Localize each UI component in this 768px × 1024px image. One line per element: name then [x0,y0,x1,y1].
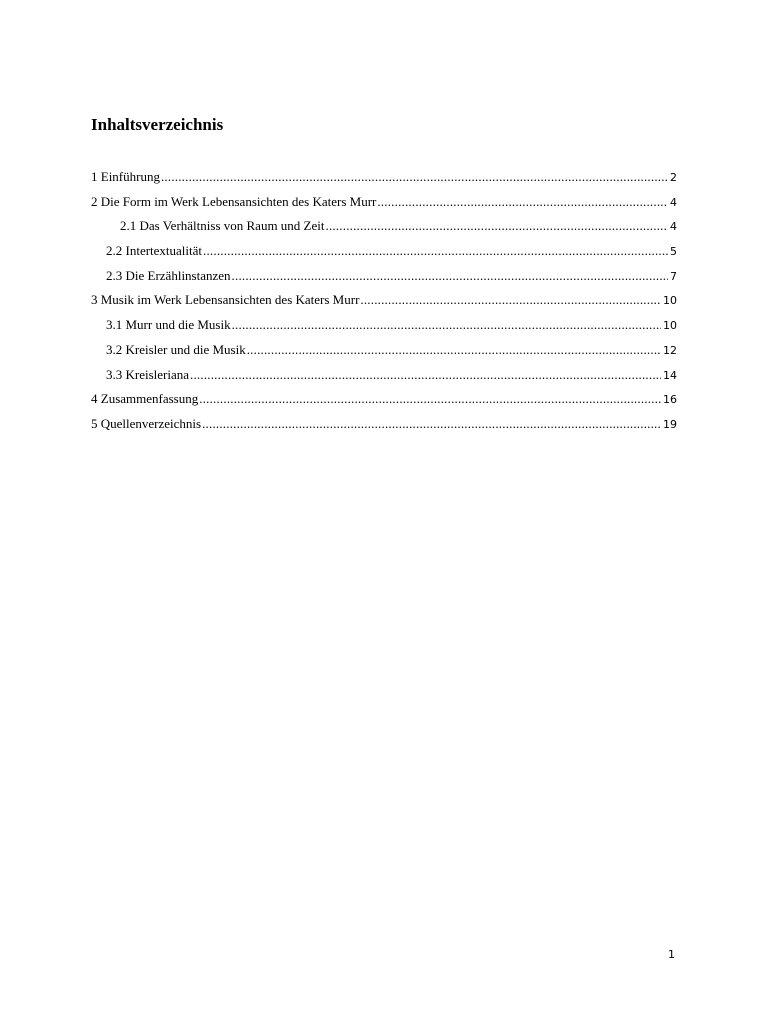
toc-entry[interactable] [91,339,677,364]
toc-dot-leader [203,240,668,262]
toc-dot-leader [326,215,669,237]
toc-entry-title: 2.3 Die Erzählinstanzen [106,267,231,283]
toc-entry-page: 7 [670,269,677,283]
toc-dot-leader [377,191,668,213]
toc-entry-page: 19 [663,417,677,431]
page-number: 1 [668,948,675,961]
toc-entry-title: 3.3 Kreisleriana [106,366,190,382]
toc-heading: Inhaltsverzeichnis [91,115,224,134]
toc-entry-page: 16 [663,393,677,407]
toc-entry[interactable] [91,289,677,314]
toc-entry-title: 1 Einführung [91,169,160,184]
toc-entry-page: 5 [670,245,677,259]
toc-entry[interactable] [91,215,677,240]
toc-entry-page: 2 [670,171,677,184]
toc-entry-title: 2 Die Form im Werk Lebensansichten des Katers Murr [91,193,377,209]
toc-entry-page: 12 [663,343,677,357]
toc-entry-title: 3 Musik im Werk Lebensansichten des Katers Murr [91,292,360,308]
toc-entry-page: 10 [663,319,677,333]
toc-entry-title: 3.1 Murr und die Musik [106,317,231,333]
toc-entry-page: 14 [663,368,677,382]
toc-dot-leader [247,339,661,361]
toc-entry-page: 4 [670,220,677,234]
toc-dot-leader [232,265,668,287]
toc-entry[interactable] [91,388,677,413]
toc-entry-title: 5 Quellenverzeichnis [91,415,202,431]
toc-entry-page: 10 [663,294,677,308]
toc-entry[interactable] [91,166,677,191]
toc-entry-title: 4 Zusammenfassung [91,391,199,407]
toc-entry-page: 4 [670,195,677,209]
toc-dot-leader [190,364,661,386]
toc-entry[interactable] [91,314,677,339]
toc-dot-leader [199,388,661,410]
toc-entry[interactable] [91,364,677,389]
toc-entry[interactable] [91,265,677,290]
toc-dot-leader [232,314,661,336]
toc-dot-leader [161,166,668,188]
toc-dot-leader [202,413,661,435]
table-of-contents [91,166,677,438]
toc-entry-title: 3.2 Kreisler und die Musik [106,341,246,357]
toc-entry-title: 2.1 Das Verhältniss von Raum und Zeit [120,218,325,234]
toc-entry[interactable] [91,191,677,216]
toc-dot-leader [360,289,661,311]
toc-entry-title: 2.2 Intertextualität [106,243,203,259]
toc-entry[interactable] [91,413,677,438]
toc-entry[interactable] [91,240,677,265]
